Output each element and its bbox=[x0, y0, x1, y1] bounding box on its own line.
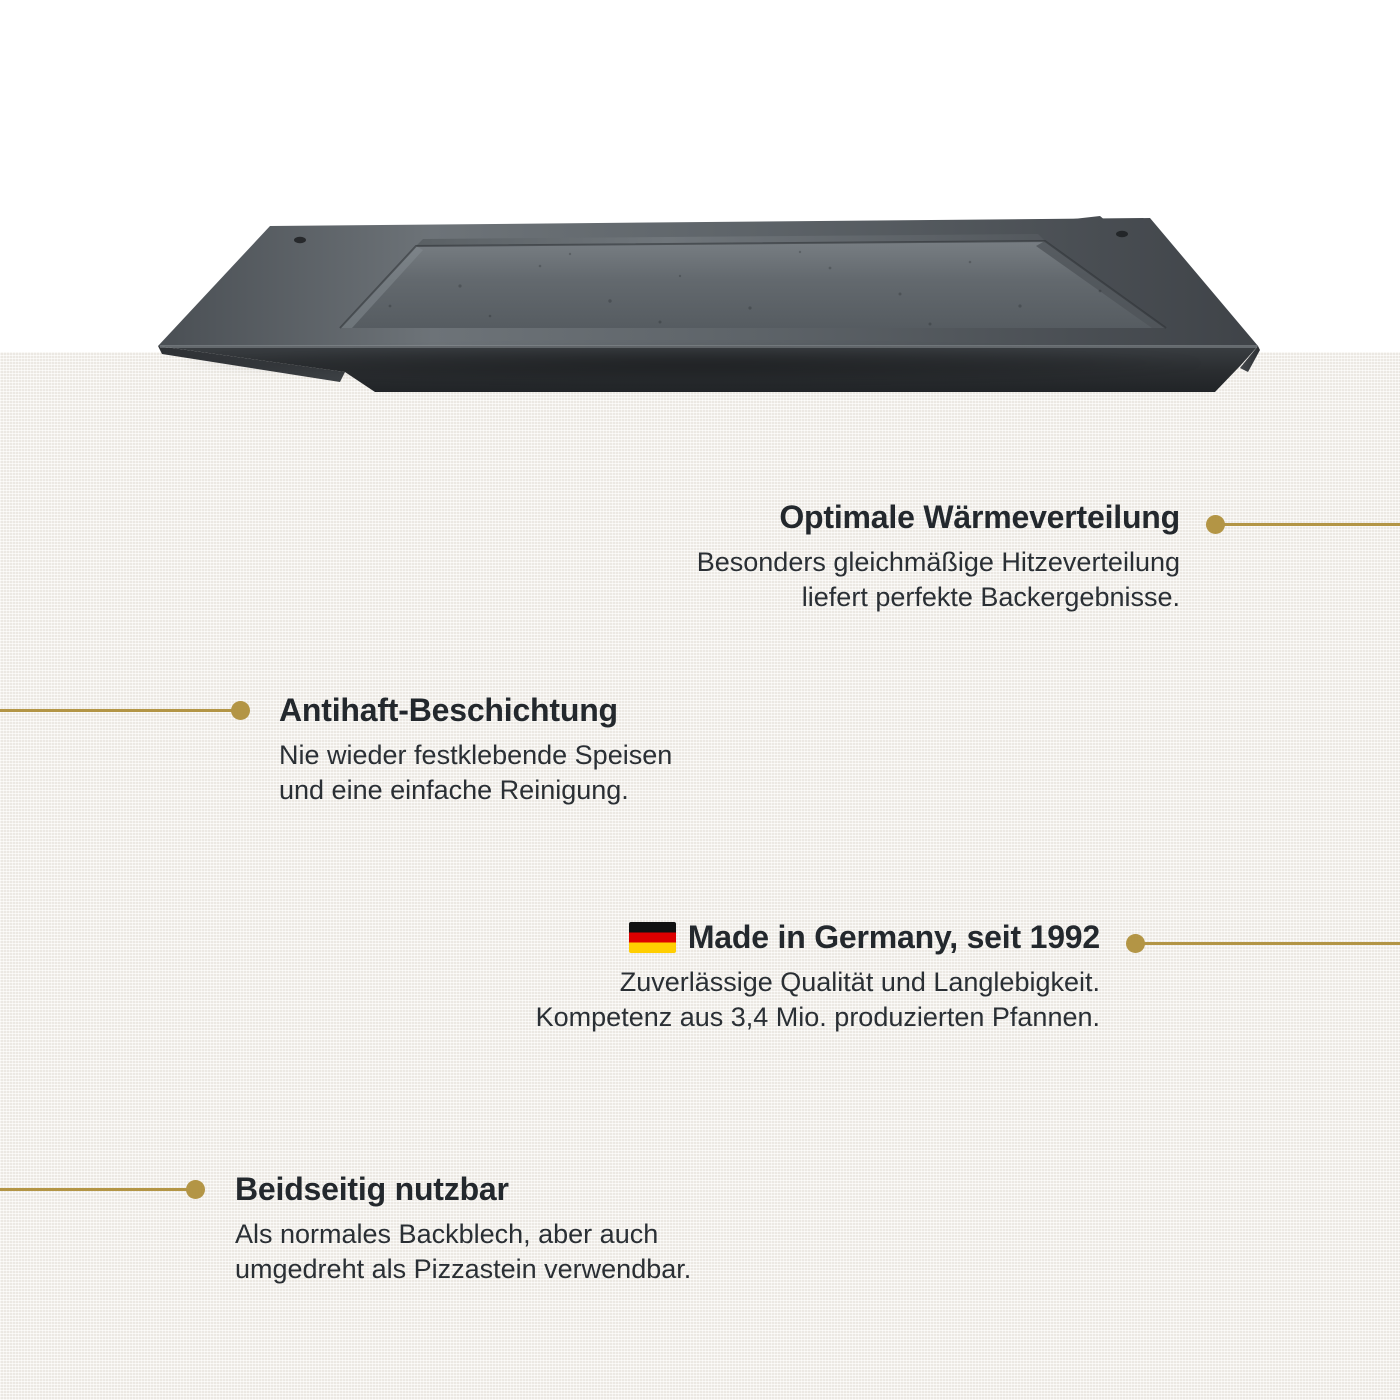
feature-title: Beidseitig nutzbar bbox=[235, 1171, 509, 1207]
feature-line-2: liefert perfekte Backergebnisse. bbox=[801, 581, 1180, 612]
feature-connector-antihaft bbox=[0, 709, 233, 712]
feature-title: Antihaft-Beschichtung bbox=[279, 692, 618, 728]
feature-dot-beidseitig-nutzbar bbox=[186, 1180, 205, 1199]
feature-title: Made in Germany, seit 1992 bbox=[687, 919, 1100, 955]
feature-line-2: umgedreht als Pizzastein verwendbar. bbox=[235, 1253, 692, 1284]
product-image-baking-tray bbox=[140, 196, 1260, 406]
feature-line-1: Besonders gleichmäßige Hitzeverteilung bbox=[696, 547, 1180, 578]
feature-connector-waermeverteilung bbox=[1224, 523, 1400, 526]
feature-title-row bbox=[380, 920, 1100, 955]
feature-dot-made-in-germany bbox=[1126, 934, 1145, 953]
feature-made-in-germany bbox=[380, 920, 1100, 1034]
german-flag-icon bbox=[629, 922, 676, 953]
feature-dot-waermeverteilung bbox=[1206, 515, 1225, 534]
feature-beidseitig-nutzbar bbox=[235, 1172, 875, 1286]
feature-waermeverteilung bbox=[520, 500, 1180, 614]
product-shadow bbox=[180, 346, 1200, 380]
feature-line-1: Zuverlässige Qualität und Langlebigkeit. bbox=[619, 967, 1100, 998]
feature-line-1: Nie wieder festklebende Speisen bbox=[279, 740, 673, 771]
feature-antihaft bbox=[279, 693, 899, 807]
feature-connector-made-in-germany bbox=[1144, 942, 1400, 945]
feature-dot-antihaft bbox=[231, 701, 250, 720]
feature-line-2: und eine einfache Reinigung. bbox=[279, 774, 629, 805]
feature-title-row bbox=[235, 1172, 875, 1207]
feature-title: Optimale Wärmeverteilung bbox=[779, 499, 1180, 535]
feature-title-row bbox=[520, 500, 1180, 535]
feature-title-row bbox=[279, 693, 899, 728]
feature-connector-beidseitig-nutzbar bbox=[0, 1188, 188, 1191]
feature-line-2: Kompetenz aus 3,4 Mio. produzierten Pfannen. bbox=[535, 1001, 1100, 1032]
feature-line-1: Als normales Backblech, aber auch bbox=[235, 1219, 659, 1250]
